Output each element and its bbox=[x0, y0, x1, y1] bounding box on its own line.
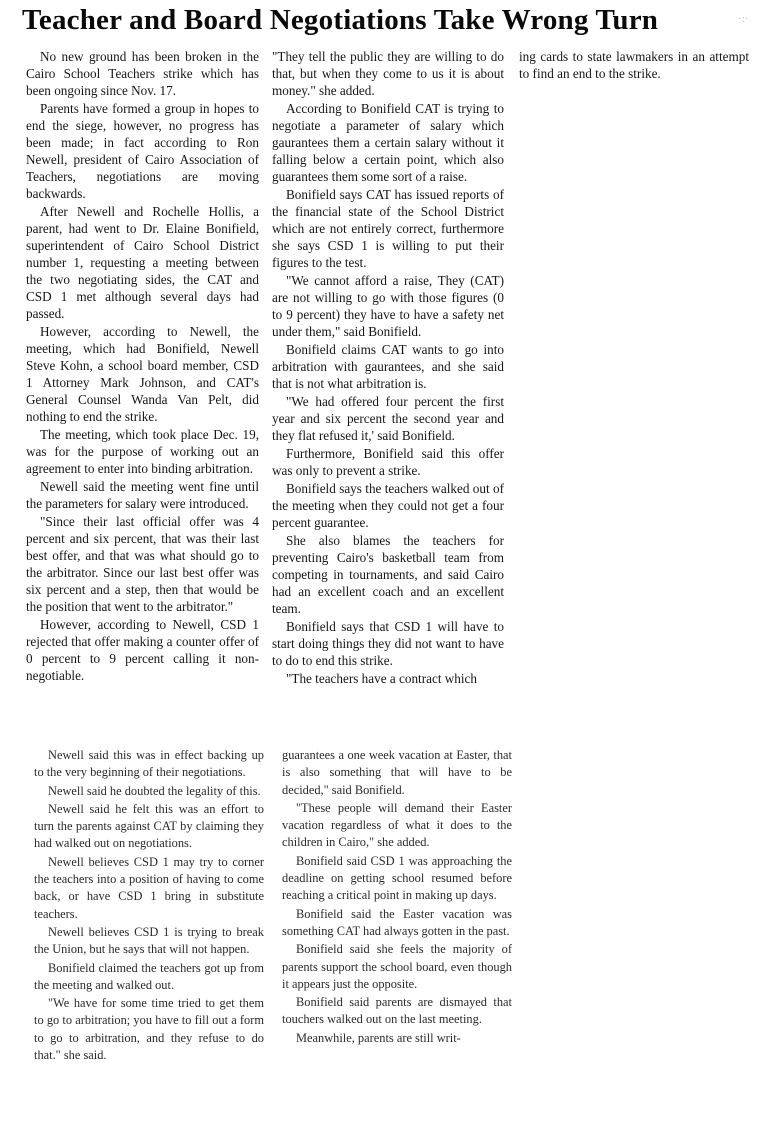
paragraph: Parents have formed a group in hopes to end the siege, however, no progress has been made; in fact according to Ron Newell, president of Cairo Association of Teachers, negotiations are moving backwards. bbox=[26, 101, 259, 201]
paragraph: "Since their last official offer was 4 percent and six percent, that was their last best offer, and that was what should go to the arbitrator. Since our last best offer was six percent and a step, then that would be the position that went to the arbitrator." bbox=[26, 514, 259, 614]
paragraph: Bonifield claims CAT wants to go into arbitration with gaurantees, and she said that is not what arbitration is. bbox=[272, 342, 504, 391]
paragraph: Furthermore, Bonifield said this offer was only to prevent a strike. bbox=[272, 446, 504, 478]
paragraph: Bonifield claimed the teachers got up from the meeting and walked out. bbox=[34, 960, 264, 992]
column-3 bbox=[519, 48, 749, 82]
paragraph: No new ground has been broken in the Cairo School Teachers strike which has been ongoing since Nov. 17. bbox=[26, 49, 259, 98]
paragraph: However, according to Newell, the meeting, which had Bonifield, Newell Steve Kohn, a school board member, CSD 1 Attorney Mark Johnson, and CAT's General Counsel Wanda Van Pelt, did nothing to end the strike. bbox=[26, 324, 259, 424]
paragraph: Newell said he doubted the legality of this. bbox=[48, 783, 261, 798]
paragraph: "We had offered four percent the first year and six percent the second year and they flat refused it,' said Bonifield. bbox=[272, 394, 504, 443]
paragraph: Meanwhile, parents are still writ- bbox=[296, 1030, 461, 1045]
paragraph: "The teachers have a contract which bbox=[286, 671, 478, 686]
paragraph: After Newell and Rochelle Hollis, a parent, had went to Dr. Elaine Bonifield, superintendent of Cairo School District number 1, requesting a meeting between the two negotiating sides, the CAT and CSD 1 met although several days had passed. bbox=[26, 204, 259, 321]
paragraph: Newell believes CSD 1 may try to corner the teachers into a position of having to come back, or have CSD 1 bring in substitute teachers. bbox=[34, 854, 264, 921]
paragraph: Bonifield said CSD 1 was approaching the deadline on getting school resumed before reaching a critical point in making up days. bbox=[282, 853, 512, 903]
paragraph: Newell said he felt this was an effort to turn the parents against CAT by claiming they had walked out on negotiations. bbox=[34, 801, 264, 851]
paragraph: The meeting, which took place Dec. 19, was for the purpose of working out an agreement to enter into binding arbitration. bbox=[26, 427, 259, 476]
paragraph: "We have for some time tried to get them to go to arbitration; you have to fill out a form to go to arbitration, and they refuse to do that." she said. bbox=[34, 996, 264, 1063]
paragraph: "These people will demand their Easter vacation regardless of what it does to the children in Cairo," she added. bbox=[282, 800, 512, 850]
paragraph: Bonifield said parents are dismayed that touchers walked out on the last meeting. bbox=[282, 995, 512, 1027]
paragraph: Bonifield said the Easter vacation was something CAT had always gotten in the past. bbox=[282, 906, 512, 938]
column-1-upper bbox=[26, 48, 259, 685]
column-2-upper bbox=[272, 48, 504, 688]
paragraph: "They tell the public they are willing to do that, but when they come to us it is about money." she added. bbox=[272, 49, 504, 98]
paragraph: Newell said the meeting went fine until the parameters for salary were introduced. bbox=[26, 479, 259, 511]
article-headline: Teacher and Board Negotiations Take Wrong Turn bbox=[22, 4, 659, 36]
paragraph: Bonifield said she feels the majority of parents support the school board, even though it appears just the opposite. bbox=[282, 942, 512, 991]
column-1-lower bbox=[34, 747, 264, 1065]
paragraph: Bonifield says that CSD 1 will have to start doing things they did not want to have to do to end this strike. bbox=[272, 619, 504, 668]
scan-speck: ·:· bbox=[738, 14, 748, 25]
paragraph: She also blames the teachers for preventing Cairo's basketball team from competing in tournaments, and said Cairo had an excellent coach and an excellent team. bbox=[272, 533, 504, 616]
paragraph: Bonifield says CAT has issued reports of the financial state of the School District which are not entirely correct, furthermore she says CSD 1 is willing to put their figures to the test. bbox=[272, 187, 504, 270]
column-2-lower bbox=[282, 747, 512, 1048]
paragraph: ing cards to state lawmakers in an attempt to find an end to the strike. bbox=[519, 49, 749, 81]
paragraph: According to Bonifield CAT is trying to negotiate a parameter of salary which gaurantees them a certain salary without it falling below a certain point, which also guarantees them some sort of a raise. bbox=[272, 101, 504, 184]
paragraph: Bonifield says the teachers walked out of the meeting when they could not get a four percent guarantee. bbox=[272, 481, 504, 530]
paragraph: Newell said this was in effect backing up to the very beginning of their negotiations. bbox=[34, 748, 264, 780]
paragraph: "We cannot afford a raise, They (CAT) are not willing to go with those figures (0 to 9 percent) they have to have a safety net under them," said Bonifield. bbox=[272, 273, 504, 339]
paragraph: Newell believes CSD 1 is trying to break the Union, but he says that will not happen. bbox=[34, 924, 264, 957]
paragraph: However, according to Newell, CSD 1 rejected that offer making a counter offer of 0 percent to 9 percent calling it non-negotiable. bbox=[26, 617, 259, 683]
paragraph: guarantees a one week vacation at Easter, that is also something that will have to be decided," said Bonifield. bbox=[282, 748, 512, 797]
